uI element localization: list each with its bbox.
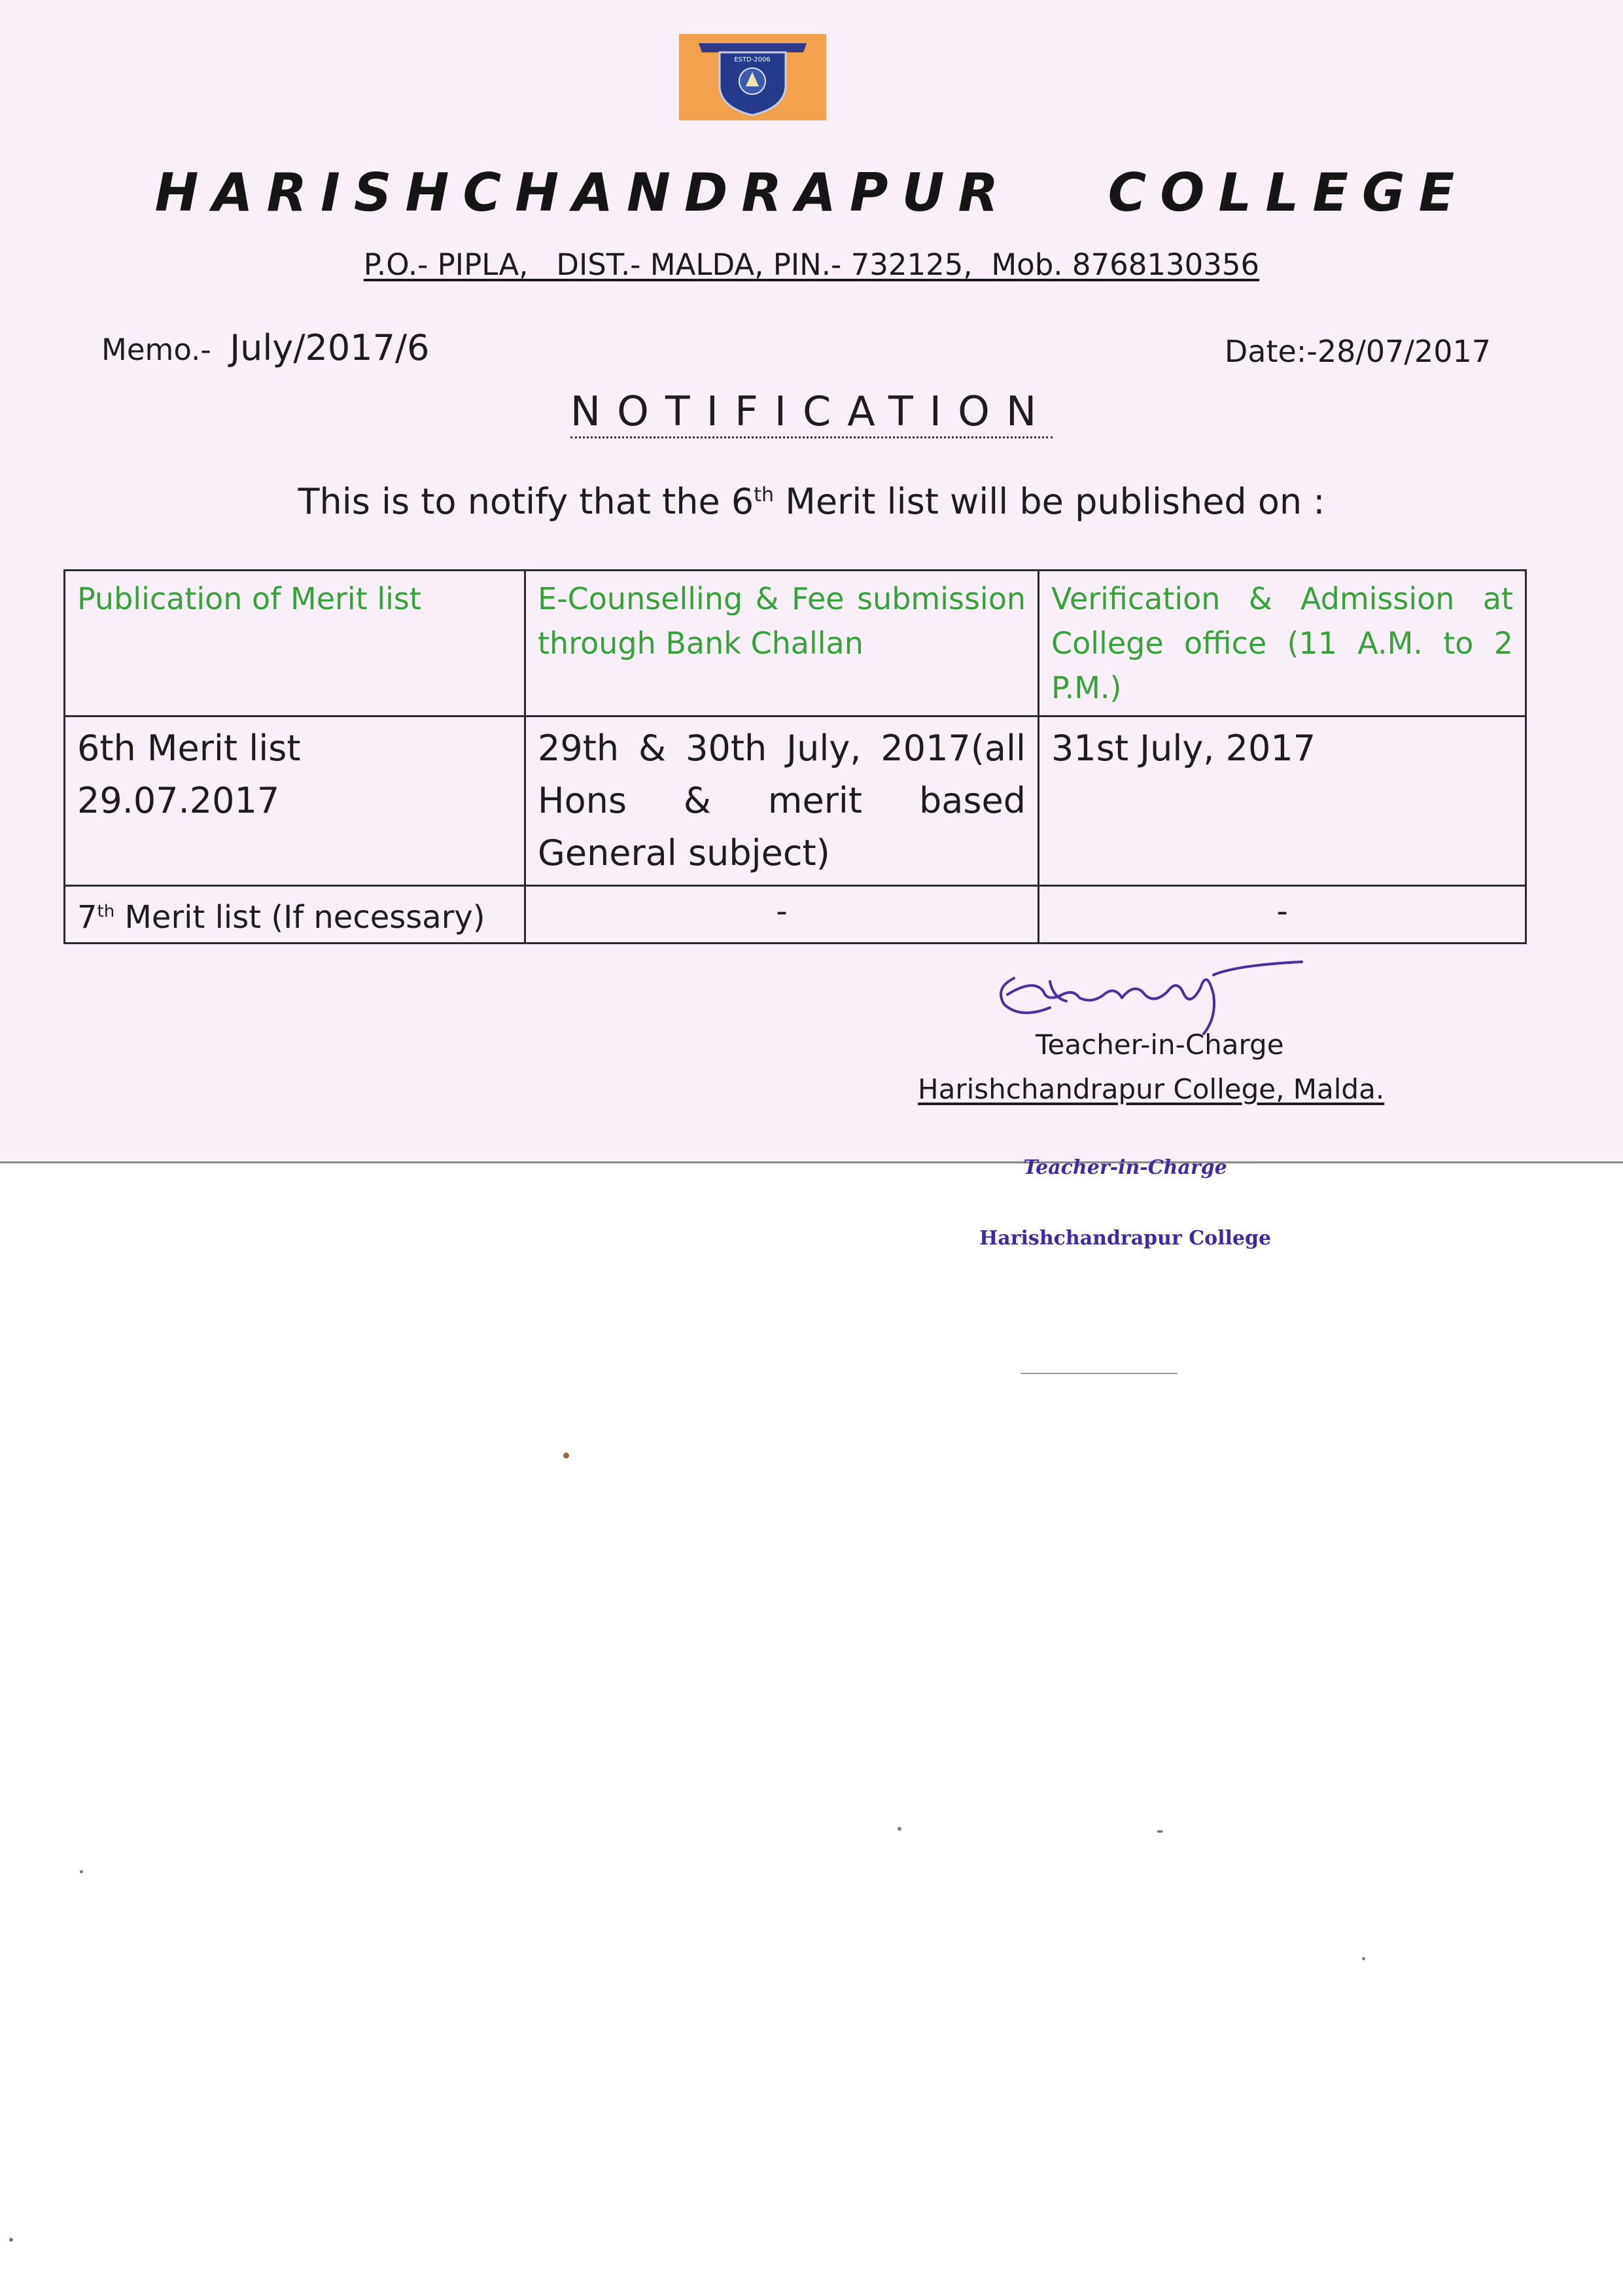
merit-list-7-num: 7	[77, 899, 97, 936]
admission-date-6: 31st July, 2017	[1039, 716, 1526, 886]
notice-date: Date:-28/07/2017	[1224, 334, 1491, 369]
merit-list-7-sup: th	[97, 902, 115, 921]
memo-label: Memo.-	[101, 332, 230, 367]
college-logo	[679, 34, 826, 120]
admission-date-7: -	[1039, 886, 1526, 944]
scan-speck	[1157, 1830, 1163, 1833]
memo-number	[101, 327, 430, 368]
table-header-row	[65, 571, 1526, 716]
stamp-line-1: Teacher-in-Charge	[1023, 1156, 1227, 1179]
scan-speck	[9, 2238, 13, 2242]
signatory-title: Teacher-in-Charge	[1036, 1029, 1284, 1061]
notification-heading-text: NOTIFICATION	[570, 387, 1053, 438]
counselling-dates-7: -	[525, 886, 1039, 944]
college-title: HARISHCHANDRAPUR COLLEGE	[154, 162, 1469, 223]
memo-value: July/2017/6	[230, 327, 430, 368]
college-address: P.O.- PIPLA, DIST.- MALDA, PIN.- 732125, Mob. 8768130356	[363, 247, 1260, 282]
table-row	[65, 716, 1526, 886]
signatory-college: Harishchandrapur College, Malda.	[918, 1073, 1385, 1105]
scan-mark	[1021, 1373, 1178, 1374]
header-e-counselling: E-Counselling & Fee submission through Bank Challan	[525, 571, 1039, 716]
counselling-dates-6: 29th & 30th July, 2017(all Hons & merit based General subject)	[525, 716, 1039, 886]
merit-list-6-cell	[65, 716, 525, 886]
merit-list-6-name: 6th Merit list	[77, 728, 301, 769]
scan-speck	[563, 1453, 569, 1458]
header-publication: Publication of Merit list	[65, 571, 525, 716]
handwritten-signature	[988, 942, 1315, 1040]
intro-sup: th	[754, 484, 775, 506]
scan-speck	[80, 1870, 83, 1873]
merit-schedule-table	[63, 569, 1527, 944]
merit-list-7-cell	[65, 886, 525, 944]
stamp-line-2: Harishchandrapur College	[979, 1227, 1272, 1250]
intro-after: Merit list will be published on :	[774, 481, 1325, 522]
official-stamp	[975, 1109, 1276, 1298]
scan-speck	[898, 1827, 901, 1831]
college-crest-icon	[679, 34, 826, 120]
notification-heading	[0, 387, 1623, 435]
merit-list-7-rest: Merit list (If necessary)	[114, 899, 485, 936]
svg-text:ESTD-2006: ESTD-2006	[734, 56, 771, 63]
table-row	[65, 886, 1526, 944]
scan-speck	[1362, 1957, 1365, 1960]
header-verification: Verification & Admission at College office (11 A.M. to 2 P.M.)	[1039, 571, 1526, 716]
intro-text	[0, 481, 1623, 522]
intro-before: This is to notify that the 6	[298, 481, 754, 522]
merit-list-6-date: 29.07.2017	[77, 780, 280, 821]
